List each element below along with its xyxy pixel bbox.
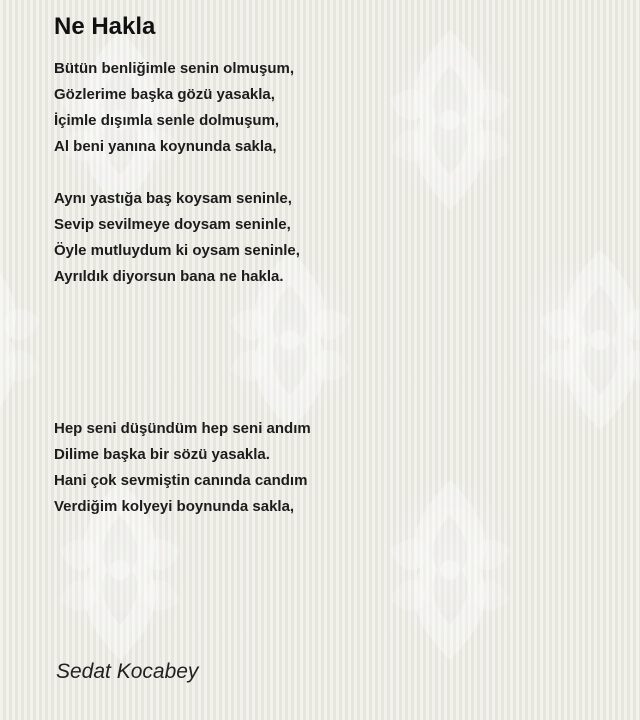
stanza-2 (54, 186, 614, 290)
poem-line: Bütün benliğimle senin olmuşum, (54, 60, 295, 77)
poem-line: Öyle mutluydum ki oysam seninle, (54, 242, 300, 259)
poem-line: Ayrıldık diyorsun bana ne hakla. (54, 268, 284, 285)
poem-title: Ne Hakla (54, 13, 156, 40)
poem-line: Hani çok sevmiştin canında candım (54, 472, 308, 489)
poem-line: Gözlerime başka gözü yasakla, (54, 86, 275, 103)
poem-line: Sevip sevilmeye doysam seninle, (54, 216, 291, 233)
poem-line: Verdiğim kolyeyi boynunda sakla, (54, 498, 295, 515)
stanza-3 (54, 416, 614, 520)
poem-container (54, 12, 614, 520)
poem-line: Aynı yastığa baş koysam seninle, (54, 190, 292, 207)
poem-author: Sedat Kocabey (56, 660, 199, 683)
poem-line: Hep seni düşündüm hep seni andım (54, 420, 311, 437)
poem-line: İçimle dışımla senle dolmuşum, (54, 112, 280, 129)
poem-line: Dilime başka bir sözü yasakla. (54, 446, 270, 463)
stanza-1 (54, 56, 614, 160)
poem-line: Al beni yanına koynunda sakla, (54, 138, 277, 155)
